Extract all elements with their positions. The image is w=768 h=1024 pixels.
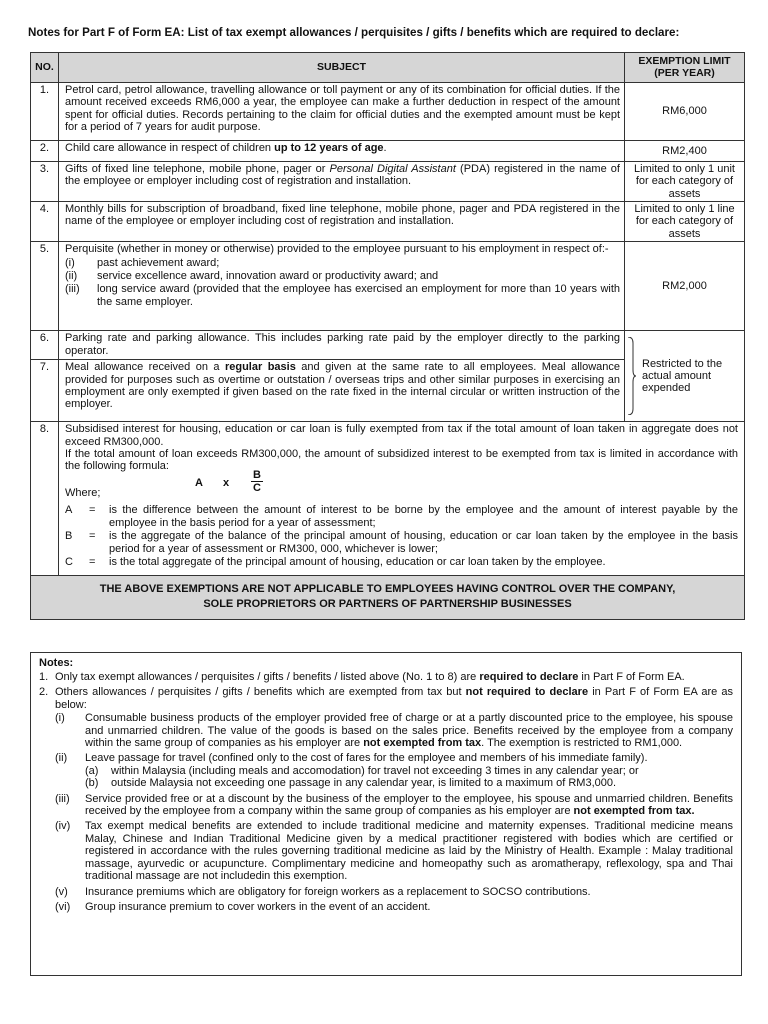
subject-text: Meal allowance received on a	[65, 361, 225, 374]
sub-item-marker: (b)	[85, 777, 99, 790]
notes-box	[30, 652, 742, 976]
def-key: A	[65, 504, 73, 517]
row-number: 2.	[31, 140, 59, 161]
definition-row	[65, 504, 738, 529]
item-text: Tax exempt medical benefits are extended to include traditional medicine and maternity expenses. Traditional medicine means Malay, Chinese and Indian Traditional Medicine given by a medical practitioner registered with bodies which are certified or registered in accordance with the rules governing traditional medicine as laid by the Ministry of Health. Example : Malay traditional massage, ayurvedic or acupuncture. Complimentary medicine and homeopathy such as aromatherapy, reflexology, spa and Thai traditional massage are not includedin this exemption.	[85, 820, 733, 883]
subject-text: .	[383, 141, 387, 154]
row-subject	[59, 422, 745, 576]
note-emphasis: required to declare	[479, 671, 579, 683]
table-row	[31, 140, 745, 161]
row-limit: RM2,000	[625, 242, 745, 331]
list-item	[65, 257, 620, 269]
sub-item-marker: (a)	[85, 764, 99, 777]
banner-line: THE ABOVE EXEMPTIONS ARE NOT APPLICABLE TO EMPLOYEES HAVING CONTROL OVER THE COMPANY,	[99, 583, 676, 596]
row-limit: Limited to only 1 unit for each category of assets	[625, 161, 745, 201]
item-text: Group insurance premium to cover workers in the event of an accident.	[85, 900, 431, 913]
subject-text: Subsidised interest for housing, education or car loan is fully exempted from tax if the total amount of loan taken in aggregate does not exceed RM300,000.	[65, 423, 738, 448]
row-limit: RM6,000	[625, 82, 745, 140]
formula-a: A	[195, 476, 203, 489]
sub-item	[85, 777, 733, 789]
row-number: 5.	[31, 242, 59, 331]
subject-emphasis: regular basis	[224, 361, 296, 374]
subject-text: If the total amount of loan exceeds RM300,000, the amount of subsidized interest to be exempted from tax is limited in accordance with the following formula:	[65, 448, 738, 473]
row-subject: Petrol card, petrol allowance, travelling allowance or toll payment or any of its combination for official duties. If the amount received exceeds RM6,000 a year, the employee can make a further deduction in respect of the amount spent for official duties. Records pertaining to the claim for official duties and the exempted amount must be kept for a period of 7 years for audit purpose.	[59, 82, 625, 140]
header-no: NO.	[31, 53, 59, 83]
row-limit: Limited to only 1 line for each category of assets	[625, 202, 745, 242]
table-row	[31, 331, 745, 360]
row-number: 7.	[31, 360, 59, 422]
item-marker: (iv)	[55, 820, 71, 833]
row-limit: RM2,400	[625, 140, 745, 161]
item-marker: (vi)	[55, 900, 71, 913]
note-text-part: Others allowances / perquisites / gifts / benefits which are exempted from tax but	[55, 686, 466, 699]
exemption-banner-row	[31, 576, 745, 620]
item-text: long service award (provided that the employee has exercised an employment for more than 10 years with the same employer.	[97, 283, 620, 308]
list-item	[55, 712, 733, 749]
note-number: 2.	[39, 686, 49, 699]
def-equals: =	[89, 555, 96, 568]
note-emphasis: not required to declare	[465, 686, 589, 699]
item-marker: (iii)	[55, 792, 70, 805]
formula-times: x	[223, 476, 230, 489]
table-header-row	[31, 53, 745, 83]
header-subject: SUBJECT	[59, 53, 625, 83]
item-marker: (v)	[55, 885, 68, 898]
subject-text: Child care allowance in respect of children	[65, 141, 275, 154]
note-item	[39, 686, 733, 711]
formula-fraction	[251, 469, 263, 494]
item-marker: (iii)	[65, 283, 80, 296]
row-subject	[59, 140, 625, 161]
definition-row	[65, 530, 738, 555]
def-key: C	[65, 555, 73, 568]
subject-text: Perquisite (whether in money or otherwise) provided to the employee pursuant to his employment in respect of:-	[65, 243, 609, 256]
subject-emphasis: Personal Digital Assistant	[329, 162, 456, 175]
row-subject	[59, 242, 625, 331]
list-item	[55, 752, 733, 789]
where-label: Where;	[65, 486, 101, 499]
limit-text: Restricted to the actual amount expended	[642, 357, 723, 395]
item-marker: (ii)	[55, 752, 68, 765]
item-text	[85, 752, 733, 789]
list-item	[55, 901, 733, 913]
note-item	[39, 671, 733, 683]
sub-item	[85, 765, 733, 777]
table-row	[31, 422, 745, 576]
formula-denominator: C	[253, 481, 261, 494]
item-emphasis: not exempted from tax	[363, 737, 482, 750]
list-item	[65, 270, 620, 282]
item-text-part: Leave passage for travel (confined only to the cost of fares for the employee and members of his immediate family).	[85, 752, 648, 765]
item-text	[85, 712, 733, 749]
banner-line: SOLE PROPRIETORS OR PARTNERS OF PARTNERSHIP BUSINESSES	[203, 598, 572, 611]
item-text: service excellence award, innovation award or productivity award; and	[97, 270, 439, 283]
table-row	[31, 202, 745, 242]
item-marker: (ii)	[65, 270, 78, 283]
row-number: 3.	[31, 161, 59, 201]
sub-item-text: outside Malaysia not exceeding one passage in any calendar year, is limited to a maximum of RM3,000.	[111, 777, 617, 790]
item-text	[85, 793, 733, 818]
def-equals: =	[89, 530, 96, 543]
exemption-banner	[31, 576, 745, 620]
def-key: B	[65, 530, 73, 543]
formula	[65, 468, 738, 494]
notes-heading: Notes:	[39, 657, 74, 669]
item-text: past achievement award;	[97, 256, 220, 269]
subject-text: Gifts of fixed line telephone, mobile phone, pager or	[65, 162, 330, 175]
row-subject	[59, 360, 625, 422]
item-marker: (i)	[55, 712, 65, 725]
table-row	[31, 161, 745, 201]
brace-icon	[626, 337, 636, 415]
row-number: 8.	[31, 422, 59, 576]
sub-item-text: within Malaysia (including meals and accomodation) for travel not exceeding 3 times in any calendar year; or	[111, 764, 639, 777]
definition-row	[65, 556, 738, 568]
table-row	[31, 242, 745, 331]
item-text-part: Service provided free or at a discount by the business of the employer to the employee, his spouse and unmarried children. Benefits received by the employee from a company within the same group of companies as his employer are	[85, 792, 733, 818]
item-emphasis: not exempted from tax.	[573, 805, 695, 818]
page-title: Notes for Part F of Form EA: List of tax exempt allowances / perquisites / gifts / benefits which are required to declare:	[28, 26, 680, 39]
note-text	[51, 671, 733, 683]
item-marker: (i)	[65, 256, 75, 269]
note-number: 1.	[39, 671, 49, 683]
row-number: 4.	[31, 202, 59, 242]
item-text-part: Consumable business products of the employer provided free of charge or at a partly discounted price to the employee, his spouse and unmarried children. The value of the goods is based on the sales price. Benefits received by the employee from a company within the same group of companies as his employer are	[85, 712, 733, 750]
row-limit	[625, 331, 745, 422]
def-text: is the difference between the amount of interest to be borne by the employee and the amount of interest payable by the employee in the basis period for a year of assessment;	[109, 504, 738, 529]
note-text-part: Only tax exempt allowances / perquisites / gifts / benefits / listed above (No. 1 to 8) are	[55, 671, 480, 683]
note-text	[51, 686, 733, 711]
row-subject	[59, 161, 625, 201]
list-item	[55, 820, 733, 882]
note-text-part: in Part F of Form EA.	[578, 671, 685, 683]
list-item	[65, 283, 620, 308]
subject-text: and given at the same rate to all employees. Meal allowance provided for purposes such as overtime or outstation / overseas trips and other similar purposes in exercising an employment are only exempted if given based on the rate fixed in the internal circular or written instruction of the employer.	[65, 361, 620, 411]
note-text-part: in Part F of Form EA are as below:	[55, 686, 733, 711]
def-text: is the total aggregate of the principal amount of housing, education or car loan taken by the employee.	[109, 555, 606, 568]
row-subject: Parking rate and parking allowance. This includes parking rate paid by the employer directly to the parking operator.	[59, 331, 625, 360]
table-row	[31, 82, 745, 140]
header-limit: EXEMPTION LIMIT (PER YEAR)	[625, 53, 745, 83]
formula-numerator: B	[251, 469, 263, 482]
subject-text: (PDA) registered in the name of the employee or employer including cost of registration and installation.	[65, 162, 620, 188]
def-equals: =	[89, 504, 96, 517]
row-subject: Monthly bills for subscription of broadband, fixed line telephone, mobile phone, pager and PDA registered in the name of the employee or employer including cost of registration and installation.	[59, 202, 625, 242]
exemption-table	[30, 52, 745, 620]
row-number: 1.	[31, 82, 59, 140]
subject-emphasis: up to 12 years of age	[274, 141, 384, 154]
item-text-part: . The exemption is restricted to RM1,000.	[481, 737, 683, 750]
row-number: 6.	[31, 331, 59, 360]
list-item	[55, 793, 733, 818]
list-item	[55, 886, 733, 898]
note-sublist	[39, 712, 733, 913]
item-text: Insurance premiums which are obligatory for foreign workers as a replacement to SOCSO contributions.	[85, 885, 591, 898]
def-text: is the aggregate of the balance of the principal amount of housing, education or car loan taken by the employee in the basis period for a year of assessment or RM300, 000, whichever is lower;	[109, 530, 738, 555]
